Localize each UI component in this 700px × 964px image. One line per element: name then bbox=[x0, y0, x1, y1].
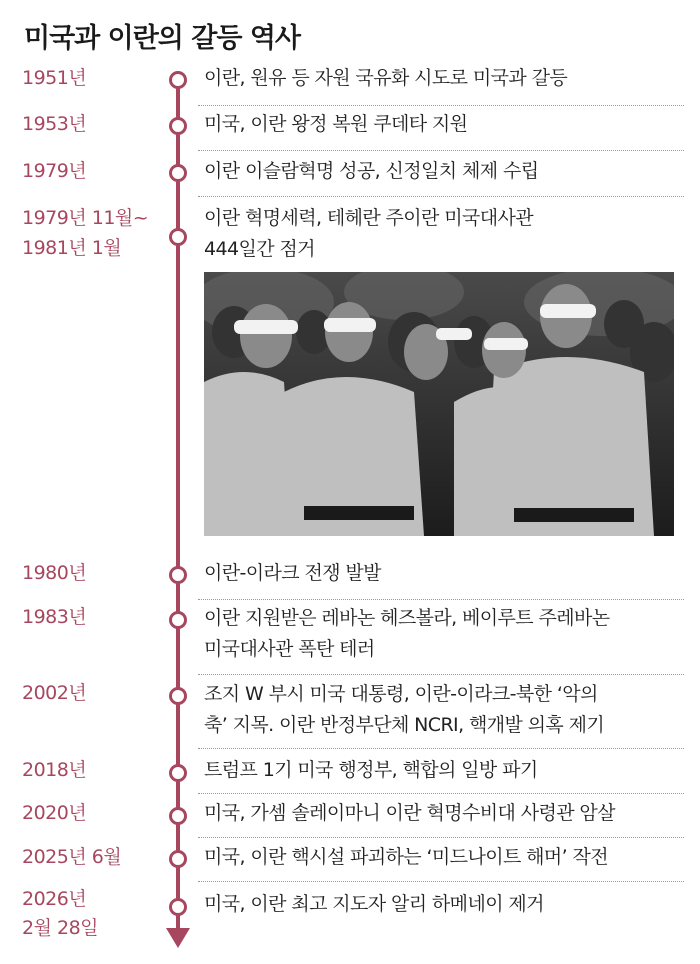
event-description bbox=[204, 603, 684, 665]
timeline-dot bbox=[169, 611, 187, 629]
event-year: 2002년 bbox=[22, 682, 87, 704]
timeline-axis bbox=[176, 72, 180, 930]
event-year: 2018년 bbox=[22, 759, 87, 781]
divider bbox=[198, 881, 684, 882]
timeline-dot bbox=[169, 898, 187, 916]
event-year: 1980년 bbox=[22, 562, 87, 584]
timeline-dot bbox=[169, 566, 187, 584]
divider bbox=[198, 748, 684, 749]
event-description-line: 이란 이슬람혁명 성공, 신정일치 체제 수립 bbox=[204, 160, 539, 182]
divider bbox=[198, 793, 684, 794]
event-description-line: 미국, 이란 왕정 복원 쿠데타 지원 bbox=[204, 113, 468, 135]
page-title: 미국과 이란의 갈등 역사 bbox=[24, 23, 301, 54]
divider bbox=[198, 150, 684, 151]
timeline-dot bbox=[169, 807, 187, 825]
timeline-dot bbox=[169, 71, 187, 89]
timeline-dot bbox=[169, 687, 187, 705]
event-description bbox=[204, 799, 684, 828]
event-year: 1983년 bbox=[22, 606, 87, 628]
event-description-line: 미국, 가셈 솔레이마니 이란 혁명수비대 사령관 암살 bbox=[204, 802, 615, 824]
event-description bbox=[204, 559, 684, 588]
event-year: 1979년 bbox=[22, 160, 87, 182]
event-description-line: 이란 지원받은 레바논 헤즈볼라, 베이루트 주레바논 bbox=[204, 607, 610, 629]
event-description bbox=[204, 110, 684, 139]
event-description-line: 이란 혁명세력, 테헤란 주이란 미국대사관 bbox=[204, 207, 534, 229]
timeline-dot bbox=[169, 117, 187, 135]
timeline-dot bbox=[169, 764, 187, 782]
event-description-line: 축’ 지목. 이란 반정부단체 NCRI, 핵개발 의혹 제기 bbox=[204, 714, 605, 736]
event-description bbox=[204, 890, 684, 919]
divider bbox=[198, 599, 684, 600]
event-description-line: 이란, 원유 등 자원 국유화 시도로 미국과 갈등 bbox=[204, 67, 568, 89]
event-description-line: 조지 W 부시 미국 대통령, 이란-이라크-북한 ‘악의 bbox=[204, 683, 598, 705]
event-year: 2025년 6월 bbox=[22, 846, 122, 868]
divider bbox=[198, 674, 684, 675]
event-description-line: 트럼프 1기 미국 행정부, 핵합의 일방 파기 bbox=[204, 759, 538, 781]
event-description bbox=[204, 756, 684, 785]
event-year: 1979년 11월~ 1981년 1월 bbox=[22, 207, 149, 259]
timeline-dot bbox=[169, 850, 187, 868]
event-year: 1953년 bbox=[22, 113, 87, 135]
divider bbox=[198, 196, 684, 197]
hostage-photo bbox=[204, 272, 674, 536]
timeline-dot bbox=[169, 164, 187, 182]
event-description-line: 미국대사관 폭탄 테러 bbox=[204, 638, 375, 660]
divider bbox=[198, 105, 684, 106]
event-year: 2020년 bbox=[22, 802, 87, 824]
event-description bbox=[204, 157, 684, 186]
event-year: 1951년 bbox=[22, 67, 87, 89]
timeline-dot bbox=[169, 228, 187, 246]
event-description-line: 미국, 이란 핵시설 파괴하는 ‘미드나이트 해머’ 작전 bbox=[204, 846, 609, 868]
timeline-arrow-icon bbox=[166, 928, 190, 948]
event-description bbox=[204, 64, 684, 93]
event-description-line: 이란-이라크 전쟁 발발 bbox=[204, 562, 381, 584]
event-description-line: 미국, 이란 최고 지도자 알리 하메네이 제거 bbox=[204, 893, 544, 915]
event-description-line: 444일간 점거 bbox=[204, 238, 315, 260]
event-description bbox=[204, 203, 684, 265]
divider bbox=[198, 837, 684, 838]
event-description bbox=[204, 679, 684, 741]
event-description bbox=[204, 843, 684, 872]
event-year: 2026년 2월 28일 bbox=[22, 888, 99, 939]
